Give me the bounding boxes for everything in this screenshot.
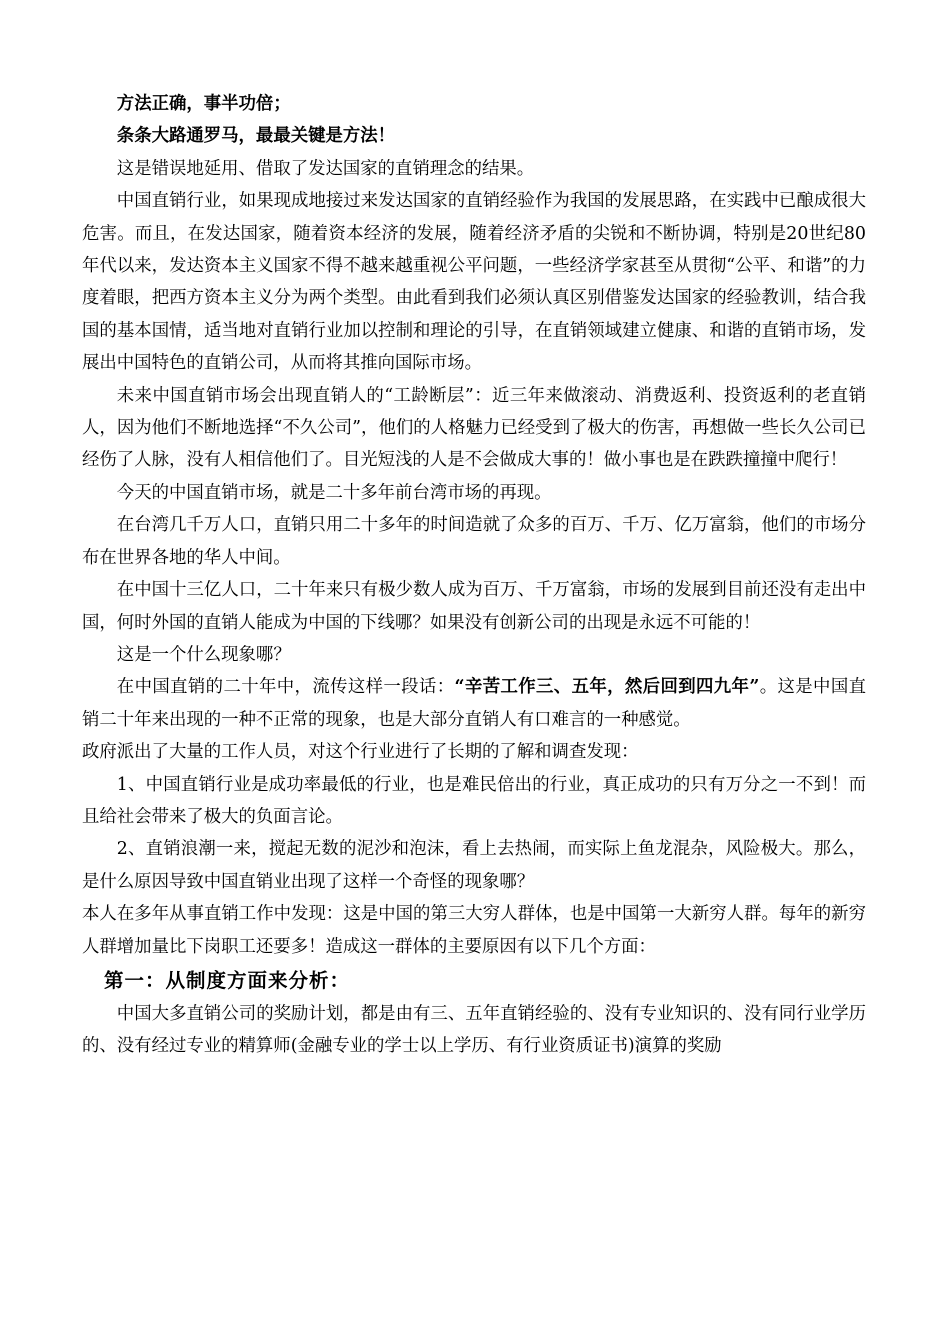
section-heading-1: 第一：从制度方面来分析： xyxy=(104,968,351,992)
paragraph-6: 今天的中国直销市场，就是二十多年前台湾市场的再现。 xyxy=(116,482,552,503)
paragraph-10-quote: “辛苦工作三、五年，然后回到四九年” xyxy=(454,677,760,698)
paragraph-4: 中国直销行业，如果现成地接过来发达国家的直销经验作为我国的发展思路，在实践中已酿成很大危害。而且，在发达国家，随着资本经济的发展，随着经济矛盾的尖锐和不断协调，特别是20世纪80年代以来，发达资本主义国家不得不越来越重视公平问题，一些经济学家甚至从贯彻“公平、和谐”的力度着眼，把西方资本主义分为两个类型。由此看到我们必须认真区别借鉴发达国家的经验教训，结合我国的基本国情，适当地对直销行业加以控制和理论的引导，在直销领域建立健康、和谐的直销市场，发展出中国特色的直销公司，从而将其推向国际市场。 xyxy=(82,191,866,374)
paragraph-3: 这是错误地延用、借取了发达国家的直销理念的结果。 xyxy=(116,158,535,179)
paragraph-8: 在中国十三亿人口，二十年来只有极少数人成为百万、千万富翁，市场的发展到目前还没有走出中国，何时外国的直销人能成为中国的下线哪？如果没有创新公司的出现是永远不可能的！ xyxy=(82,580,866,633)
paragraph-10-tail: 。这是中国直销二十年来出现的一种不正常的现象，也是大部分直销人有口难言的一种感觉。 xyxy=(82,677,866,730)
paragraph-10-lead: 在中国直销的二十年中，流传这样一段话： xyxy=(116,677,455,698)
paragraph-12: 1、中国直销行业是成功率最低的行业，也是难民倍出的行业，真正成功的只有万分之一不到！而且给社会带来了极大的负面言论。 xyxy=(82,774,866,827)
paragraph-5: 未来中国直销市场会出现直销人的“工龄断层”：近三年来做滚动、消费返利、投资返利的老直销人，因为他们不断地选择“不久公司”，他们的人格魅力已经受到了极大的伤害，再想做一些长久公司已经伤了人脉，没有人相信他们了。目光短浅的人是不会做成大事的！做小事也是在跌跌撞撞中爬行！ xyxy=(82,385,866,471)
paragraph-11: 政府派出了大量的工作人员，对这个行业进行了长期的了解和调查发现： xyxy=(82,742,639,763)
document-page xyxy=(82,88,866,1063)
paragraph-15: 中国大多直销公司的奖励计划，都是由有三、五年直销经验的、没有专业知识的、没有同行业学历的、没有经过专业的精算师(金融专业的学士以上学历、有行业资质证书)演算的奖励 xyxy=(82,1003,866,1057)
paragraph-7: 在台湾几千万人口，直销只用二十多年的时间造就了众多的百万、千万、亿万富翁，他们的市场分布在世界各地的华人中间。 xyxy=(82,515,866,568)
paragraph-9: 这是一个什么现象哪？ xyxy=(116,644,291,665)
paragraph-14: 本人在多年从事直销工作中发现：这是中国的第三大穷人群体，也是中国第一大新穷人群。每年的新穷人群增加量比下岗职工还要多！造成这一群体的主要原因有以下几个方面： xyxy=(82,904,866,957)
paragraph-slogan-2: 条条大路通罗马，最最关键是方法！ xyxy=(116,126,396,147)
paragraph-10 xyxy=(82,671,866,736)
paragraph-13: 2、直销浪潮一来，搅起无数的泥沙和泡沫，看上去热闹，而实际上鱼龙混杂，风险极大。那么，是什么原因导致中国直销业出现了这样一个奇怪的现象哪？ xyxy=(82,839,866,892)
paragraph-slogan-1: 方法正确，事半功倍； xyxy=(116,94,291,114)
